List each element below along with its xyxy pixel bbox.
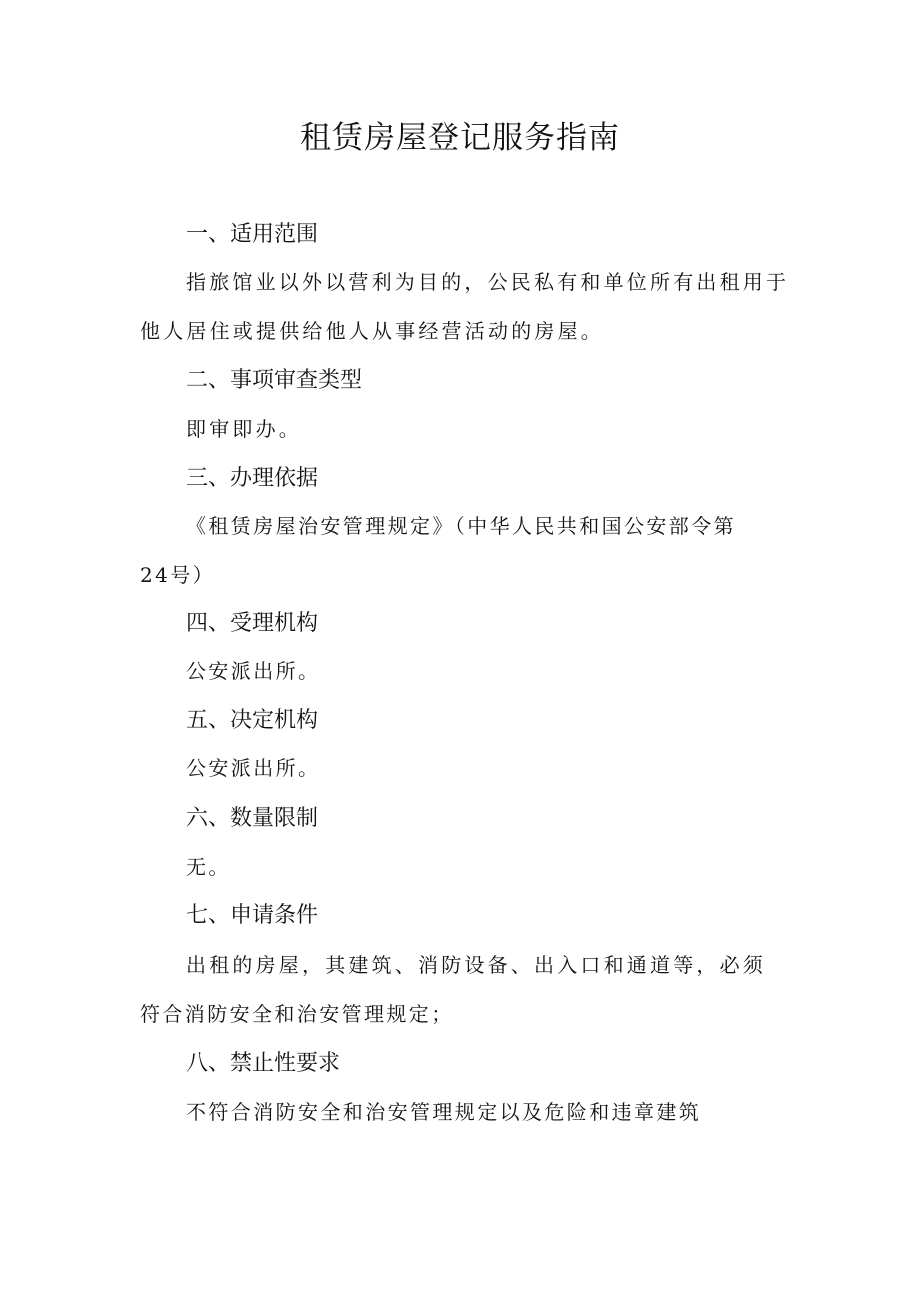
section-heading-scope: 一、适用范围: [186, 222, 319, 247]
section-deciding-agency-line-1: 公安派出所。: [186, 756, 321, 780]
document-title: 租赁房屋登记服务指南: [300, 120, 620, 156]
section-heading-conditions: 七、申请条件: [186, 903, 319, 928]
section-conditions-line-2: 符合消防安全和治安管理规定；: [140, 1002, 454, 1026]
section-heading-deciding-agency: 五、决定机构: [186, 708, 319, 733]
section-review-type-line-1: 即审即办。: [186, 417, 302, 441]
section-heading-legal-basis: 三、办理依据: [186, 466, 319, 491]
section-scope-line-1: 指旅馆业以外以营利为目的，公民私有和单位所有出租用于: [186, 270, 790, 294]
section-conditions-line-1: 出租的房屋，其建筑、消防设备、出入口和通道等，必须: [186, 953, 766, 977]
section-legal-basis-line-1: 《租赁房屋治安管理规定》（中华人民共和国公安部令第: [186, 514, 736, 538]
section-heading-prohibitions: 八、禁止性要求: [186, 1051, 341, 1076]
section-legal-basis-line-2: 24号）: [140, 563, 216, 587]
section-prohibitions-line-1: 不符合消防安全和治安管理规定以及危险和违章建筑: [186, 1100, 702, 1124]
section-heading-quantity-limit: 六、数量限制: [186, 806, 319, 831]
section-scope-line-2: 他人居住或提供给他人从事经营活动的房屋。: [140, 319, 604, 343]
section-heading-accepting-agency: 四、受理机构: [186, 611, 319, 636]
section-quantity-limit-line-1: 无。: [186, 855, 231, 879]
section-accepting-agency-line-1: 公安派出所。: [186, 659, 321, 683]
section-heading-review-type: 二、事项审查类型: [186, 368, 363, 393]
